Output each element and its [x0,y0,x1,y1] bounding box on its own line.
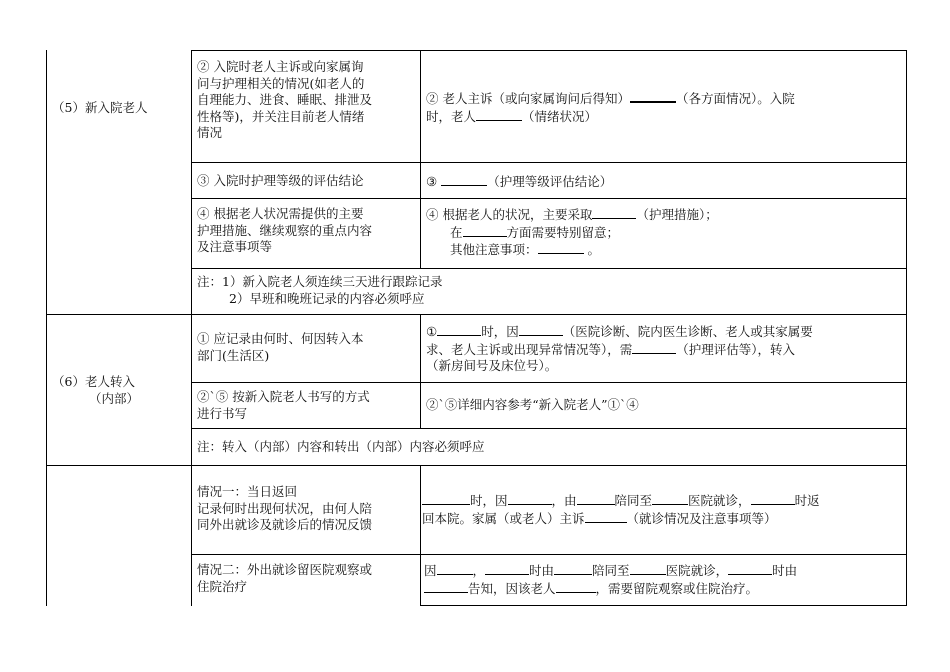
fill-blank[interactable] [508,492,552,505]
section-6-title: （6）老人转入 （内部） [52,374,140,406]
row-divider [191,428,907,429]
section-5-title: （5）新入院老人 [52,100,148,115]
row-divider [420,605,907,606]
fill-blank[interactable] [463,224,507,237]
table-right-border [906,50,907,606]
s6-row2-right: ②`⑤详细内容参考“新入院老人”①`④ [426,397,639,412]
fill-blank[interactable] [630,89,676,103]
fill-blank[interactable] [485,562,529,575]
row-divider [191,382,907,383]
fill-blank[interactable] [728,562,772,575]
s5-row1-left: ② 入院时老人主诉或向家属询 问与护理相关的情况(如老人的 自理能力、进食、睡眠、排泄及 性格等)，并关注目前老人情绪 情况 [197,59,373,140]
fill-blank[interactable] [630,562,666,575]
fill-blank[interactable] [538,241,584,254]
row-divider [191,198,907,199]
s5-row3-left: ④ 根据老人状况需提供的主要 护理措施、继续观察的重点内容 及注意事项等 [197,206,373,254]
table-col-divider-1 [191,50,192,606]
fill-blank[interactable] [424,580,468,593]
row-divider [191,554,907,555]
fill-blank[interactable] [652,492,688,505]
fill-blank[interactable] [556,580,596,593]
s5-row2-right: ③ （护理等级评估结论） [426,174,613,189]
fill-blank[interactable] [422,492,470,505]
fill-blank[interactable] [554,562,592,575]
table-col-divider-2c [420,465,421,606]
s7-row2-left: 情况二：外出就诊留医院观察或 住院治疗 [197,562,373,594]
fill-blank[interactable] [577,492,615,505]
s7-row1-left: 情况一：当日返回 记录何时出现何状况，由何人陪 同外出就诊及就诊后的情况反馈 [197,484,373,532]
row-divider [191,162,907,163]
s5-row2-left: ③ 入院时护理等级的评估结论 [197,173,364,188]
s6-row1-left: ① 应记录由何时、何因转入本 部门(生活区) [197,331,364,363]
fill-blank[interactable] [437,562,473,575]
fill-blank[interactable] [592,206,636,219]
s5-row3-right: ④ 根据老人的状况，主要采取 （护理措施）； 在 方面需要特别留意； 其他注意事项： 。 [426,207,718,257]
s5-note: 注：1）新入院老人须连续三天进行跟踪记录 2）早班和晚班记录的内容必须呼应 [197,274,443,306]
table-left-border [46,50,47,606]
section-divider [46,314,907,315]
fill-blank[interactable] [519,323,563,336]
row-divider [191,268,907,269]
s7-row1-right: 时，因 ，由 陪同至 医院就诊， 时返 回本院。家属（或老人）主诉 （就诊情况及注意事项等） [422,493,820,526]
fill-blank[interactable] [437,323,481,336]
table-col-divider-2 [420,50,421,268]
fill-blank[interactable] [476,108,522,121]
s5-row1-right: ② 老人主诉（或向家属询问后得知） （各方面情况）。入院 时，老人 （情绪状况） [426,91,795,124]
s6-row2-left: ②`⑤ 按新入院老人书写的方式 进行书写 [197,389,370,421]
section-divider [46,465,907,466]
s6-note: 注：转入（内部）内容和转出（内部）内容必须呼应 [197,439,485,454]
fill-blank[interactable] [632,341,676,354]
s7-row2-right: 因 ， 时由 陪同至 医院就诊， 时由 告知，因该老人 ，需要留院观察或住院治疗。 [424,563,798,596]
fill-blank[interactable] [751,492,795,505]
s6-row1-right: ① 时，因 （医院诊断、院内医生诊断、老人或其家属要 求、老人主诉或出现异常情况等），需 （护理评估等），转入 （新房间号及床位号）。 [426,324,813,373]
fill-blank[interactable] [441,173,487,186]
table-col-divider-2b [420,314,421,428]
table-top-border [191,50,907,51]
fill-blank[interactable] [585,510,627,523]
